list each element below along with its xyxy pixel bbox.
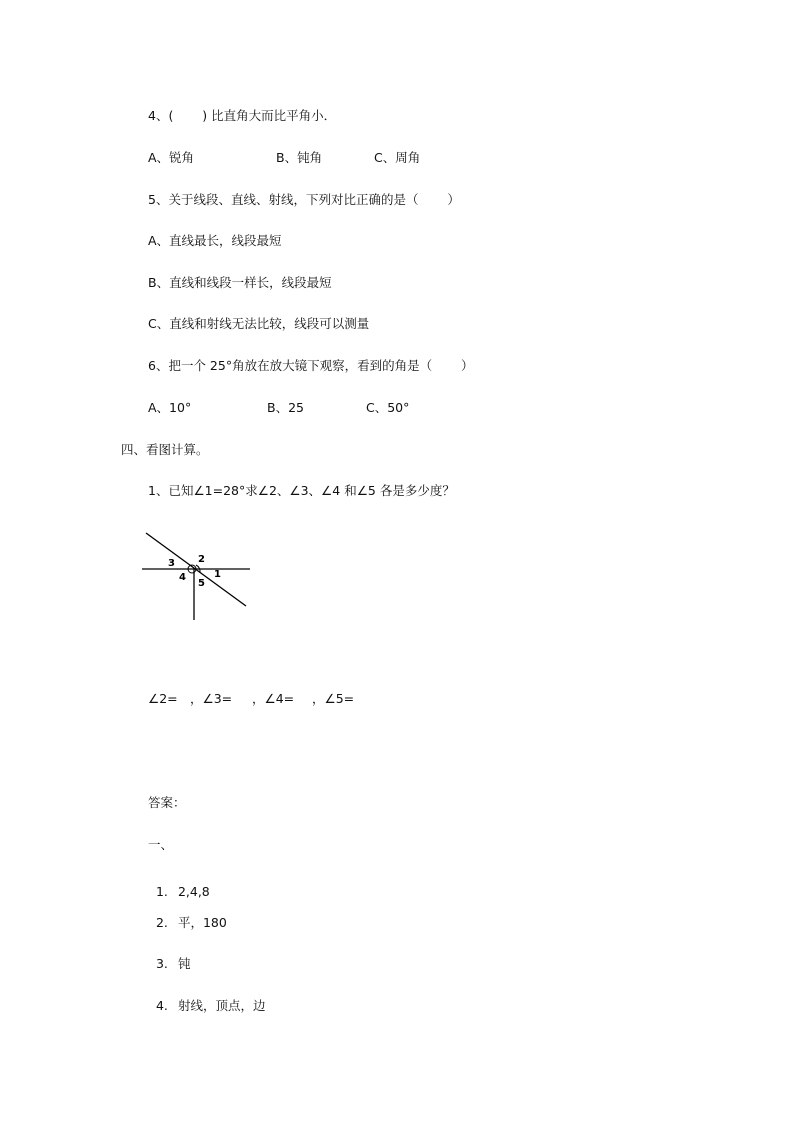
section-4-title: 四、看图计算。 <box>121 442 209 457</box>
q4-option-b: B、钝角 <box>276 150 323 165</box>
q6-option-c: C、50° <box>366 400 410 415</box>
q4-option-c: C、周角 <box>374 150 421 165</box>
answer-item-2-number: 2. <box>155 915 168 930</box>
q5-option-a: A、直线最长，线段最短 <box>148 233 282 248</box>
answer-blank-angle-5: ，∠5= <box>312 691 355 706</box>
q6-option-a: A、10° <box>148 400 192 415</box>
answer-item-4-text: 射线，顶点，边 <box>177 998 266 1013</box>
question-5-stem: 5、关于线段、直线、射线，下列对比正确的是（ ） <box>148 192 460 207</box>
answer-item-1-text: 2,4,8 <box>177 884 210 899</box>
answers-section-1: 一、 <box>148 837 174 852</box>
q5-option-c: C、直线和射线无法比较，线段可以测量 <box>148 316 370 331</box>
angle-label-3: 3 <box>168 558 175 569</box>
answers-title: 答案： <box>148 795 186 810</box>
angle-label-4: 4 <box>179 572 186 583</box>
angle-figure <box>138 528 254 624</box>
q5-option-b: B、直线和线段一样长，线段最短 <box>148 275 332 290</box>
answer-item-2 <box>148 899 227 931</box>
answer-blank-angle-3: ，∠3= <box>190 691 233 706</box>
angle-label-5: 5 <box>198 578 205 589</box>
answer-item-3 <box>148 940 190 972</box>
angle-label-1: 1 <box>214 569 221 580</box>
answer-blank-angle-4: ，∠4= <box>252 691 295 706</box>
answer-item-4 <box>148 982 265 1014</box>
answer-item-1 <box>148 868 210 900</box>
question-4-stem: 4、( ) 比直角大而比平角小． <box>148 108 337 123</box>
answer-item-3-number: 3. <box>155 956 168 971</box>
answer-item-1-number: 1. <box>155 884 168 899</box>
question-6-stem: 6、把一个 25°角放在放大镜下观察，看到的角是（ ） <box>148 358 474 373</box>
angle-label-2: 2 <box>198 554 205 565</box>
answer-item-3-text: 钝 <box>177 956 191 971</box>
answer-blank-angle-2: ∠2= <box>148 691 178 706</box>
section-4-question-1: 1、已知∠1=28°求∠2、∠3、∠4 和∠5 各是多少度？ <box>148 483 455 498</box>
answer-item-2-text: 平，180 <box>177 915 227 930</box>
q4-option-a: A、锐角 <box>148 150 195 165</box>
answer-item-4-number: 4. <box>155 998 168 1013</box>
q6-option-b: B、25 <box>267 400 304 415</box>
